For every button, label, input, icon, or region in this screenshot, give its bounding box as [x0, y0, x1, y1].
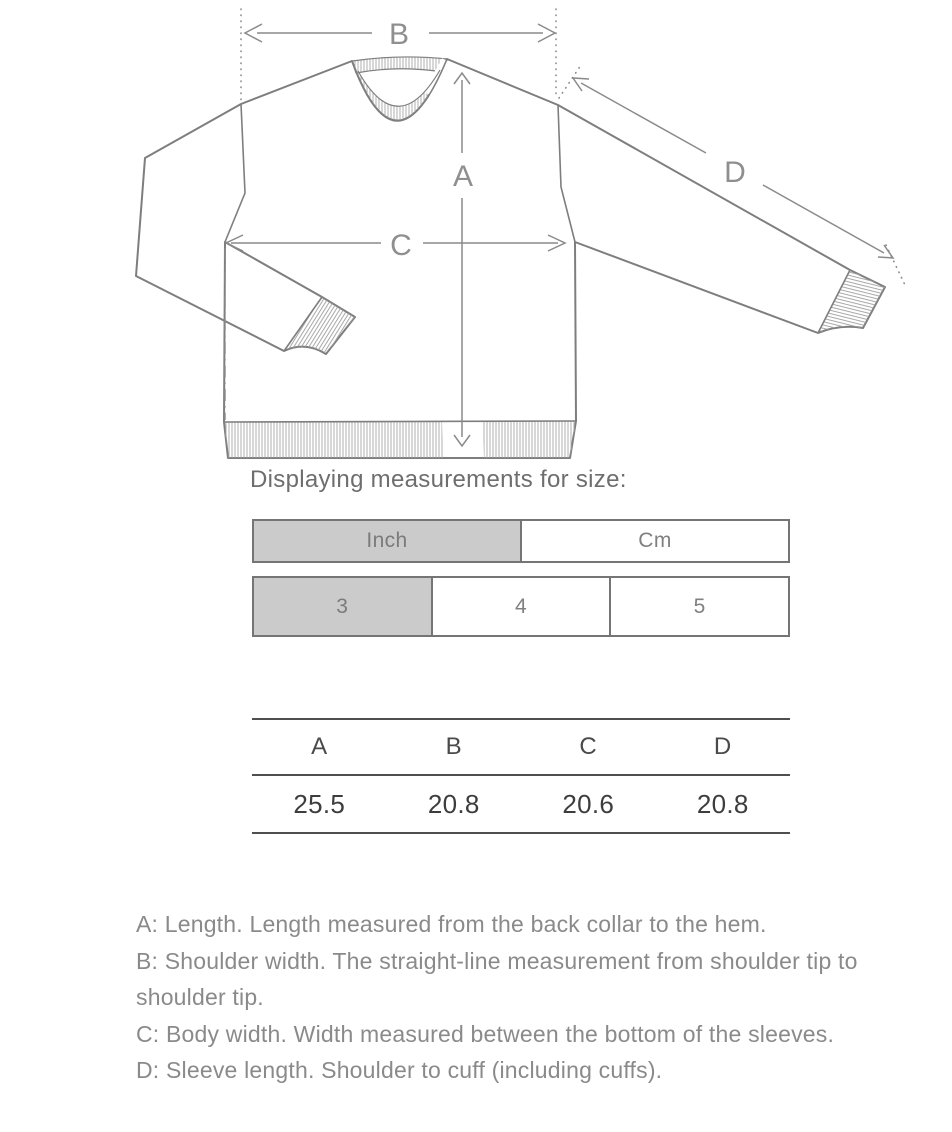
sleeve-start-tick: [559, 65, 581, 98]
sweater-measurement-diagram: [0, 0, 952, 470]
size-option-5[interactable]: 5: [693, 594, 706, 618]
size-display-title: Displaying measurements for size:: [250, 466, 627, 493]
col-header-c: C: [579, 733, 598, 760]
size-option-4[interactable]: 4: [433, 578, 612, 635]
label-B: B: [388, 18, 410, 51]
measurements-table: [252, 718, 790, 834]
unit-option-cm[interactable]: Cm: [638, 529, 672, 552]
legend-item-d: D: Sleeve length. Shoulder to cuff (including cuffs).: [136, 1057, 663, 1083]
value-a: 25.5: [293, 788, 346, 819]
legend-item-a: A: Length. Length measured from the back collar to the hem.: [136, 911, 767, 937]
hem-rib-right: [483, 421, 576, 458]
value-c: 20.6: [562, 788, 615, 819]
value-b: 20.8: [427, 788, 480, 819]
label-A: A: [452, 160, 474, 193]
measurements-header-row: [252, 720, 790, 776]
unit-option-inch[interactable]: Inch: [254, 521, 522, 561]
unit-toggle: [252, 519, 790, 563]
value-d: 20.8: [696, 788, 749, 819]
legend-item-b: B: Shoulder width. The straight-line measurement from shoulder tip to shoulder tip.: [136, 947, 858, 1010]
size-toggle: [252, 576, 790, 637]
hem-seam: [224, 421, 576, 422]
sweater-outline: [136, 59, 885, 458]
legend-item-c: C: Body width. Width measured between the bottom of the sleeves.: [136, 1020, 835, 1047]
col-header-b: B: [445, 733, 462, 760]
label-C: C: [390, 229, 412, 262]
col-header-a: A: [311, 733, 328, 760]
measurement-legend: [136, 906, 948, 1089]
label-D: D: [724, 156, 746, 189]
hem-rib-left: [224, 422, 443, 458]
collar-back-rib: [352, 57, 447, 73]
measurements-value-row: [252, 776, 790, 832]
col-header-d: D: [713, 733, 732, 760]
size-option-3[interactable]: 3: [254, 578, 433, 635]
